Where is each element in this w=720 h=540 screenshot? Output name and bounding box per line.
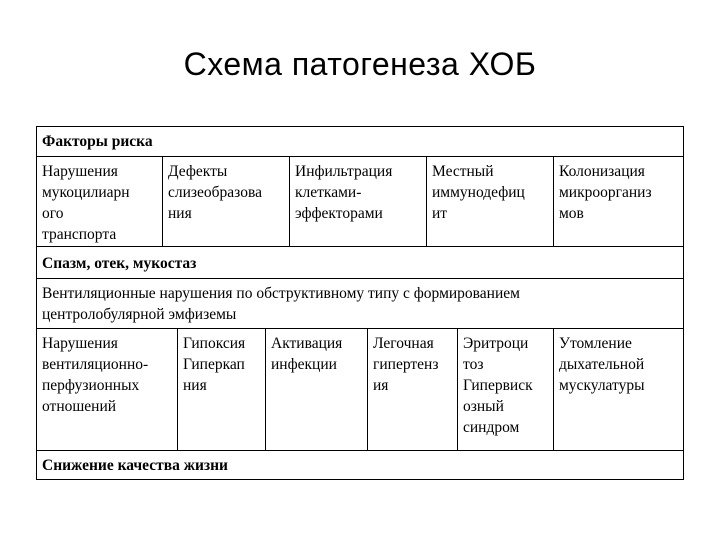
consequence-line: Легочная [373,335,434,352]
risk-factor-line: ого [42,205,64,222]
consequence-line: Гиперкап [183,356,245,373]
consequence-cell [457,329,553,450]
risk-factor-line: мукоцилиарн [42,184,130,201]
consequence-line: инфекции [271,356,337,373]
risk-factor-line: транспорта [42,226,117,243]
spasm-row [37,247,683,279]
consequence-cell [37,329,177,450]
consequence-line: Гипервиск [463,377,533,394]
spasm-cell [37,247,683,278]
risk-factor-line: Колонизация [559,163,645,180]
consequence-line: вентиляционно- [42,356,149,373]
consequences-row [37,329,683,451]
consequence-line: озный [463,398,504,415]
consequence-line: отношений [42,398,117,415]
consequence-line: Активация [271,335,343,352]
risk-factor-cell [289,157,426,246]
risk-factor-cell [426,157,553,246]
risk-factors-header-cell [37,127,683,156]
slide-title: Схема патогенеза ХОБ [183,46,537,82]
consequence-cell [553,329,683,450]
risk-factor-cell [553,157,683,246]
consequence-line: ния [183,377,207,394]
risk-factor-line: мов [559,205,584,222]
consequence-line: Эритроци [463,335,529,352]
risk-factor-line: эффекторами [295,205,383,222]
outcome-text: Снижение качества жизни [42,457,228,474]
consequence-line: Утомление [559,335,632,352]
risk-factors-header-row [37,127,683,157]
risk-factors-row [37,157,683,247]
consequence-line: тоз [463,356,484,373]
ventilation-cell [37,279,683,328]
consequence-cell [367,329,457,450]
consequence-cell [177,329,265,450]
risk-factor-line: Нарушения [42,163,118,180]
consequence-line: ия [373,377,389,394]
ventilation-line: центролобулярной эмфиземы [42,306,237,323]
spasm-text: Спазм, отек, мукостаз [42,255,197,272]
consequence-line: синдром [463,419,520,436]
ventilation-row [37,279,683,329]
risk-factor-line: Дефекты [168,163,228,180]
risk-factors-header: Факторы риска [42,133,153,150]
risk-factor-line: микроорганиз [559,184,652,201]
risk-factor-line: слизеобразова [168,184,262,201]
risk-factor-line: ния [168,205,192,222]
risk-factor-line: Местный [432,163,494,180]
consequence-line: дыхательной [559,356,645,373]
consequence-line: гипертенз [373,356,439,373]
consequence-line: перфузионных [42,377,140,394]
risk-factor-line: иммунодефиц [432,184,525,201]
risk-factor-line: клетками- [295,184,362,201]
outcome-row [37,451,683,481]
consequence-line: Гипоксия [183,335,246,352]
outcome-cell [37,451,683,481]
consequence-cell [265,329,367,450]
risk-factor-cell [37,157,162,246]
risk-factor-cell [162,157,289,246]
risk-factor-line: ит [432,205,448,222]
risk-factor-line: Инфильтрация [295,163,393,180]
ventilation-line: Вентиляционные нарушения по обструктивному типу с формированием [42,285,520,302]
pathogenesis-diagram [36,126,684,480]
consequence-line: Нарушения [42,335,118,352]
consequence-line: мускулатуры [559,377,645,394]
